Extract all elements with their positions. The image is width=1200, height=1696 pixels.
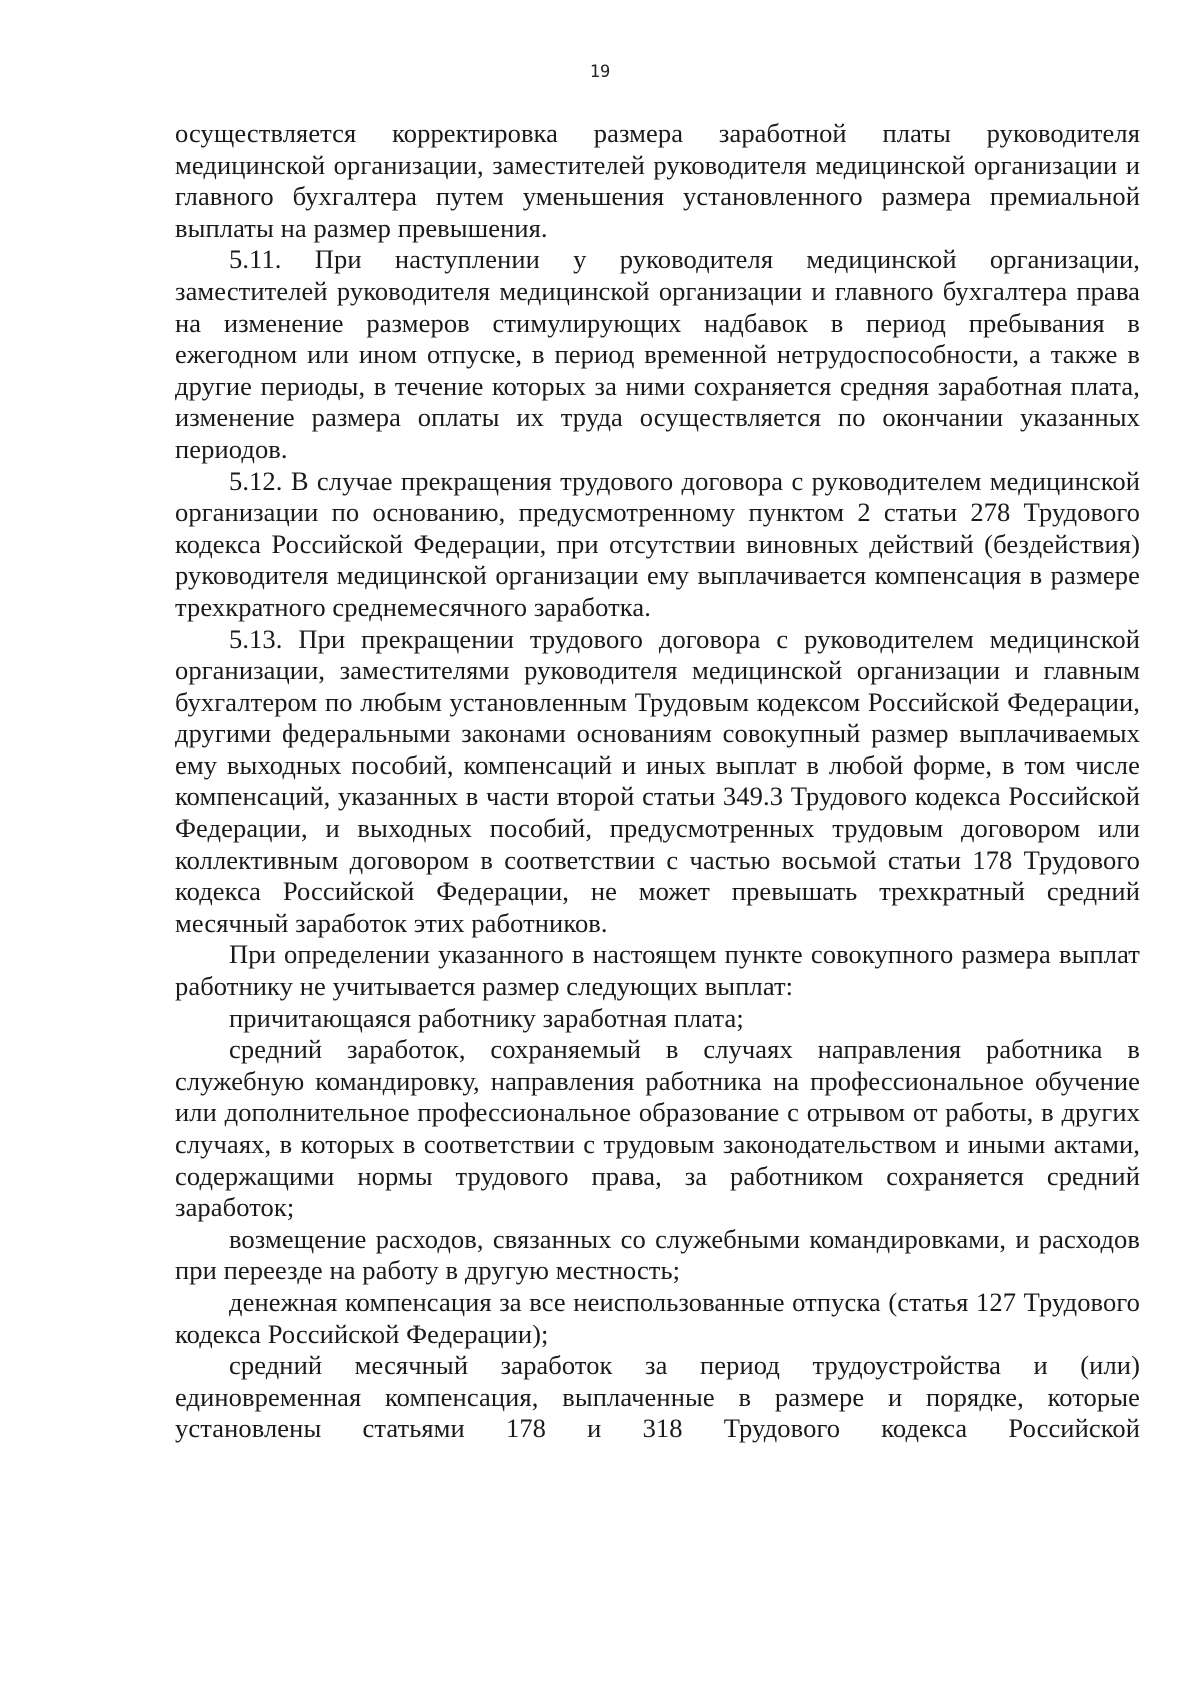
list-item-expense-reimbursement: возмещение расходов, связанных со служебными командировками, и расходов при переезде на работу в другую местность; xyxy=(175,1223,1140,1286)
list-item-employment-period-earnings: средний месячный заработок за период трудоустройства и (или) единовременная компенсация, выплаченные в размере и порядке, которые установлены статьями 178 и 318 Трудового кодекса Российской xyxy=(175,1350,1140,1444)
document-body xyxy=(175,118,1140,1445)
page-number: 19 xyxy=(589,62,611,82)
paragraph-5-13: 5.13. При прекращении трудового договора с руководителем медицинской организации, заместителями руководителя медицинской организации и главным бухгалтером по любым установленным Трудовым кодексом Российской Федерации, другими федеральными законами основаниям совокупный размер выплачиваемых ему выходных пособий, компенсаций и иных выплат в любой форме, в том числе компенсаций, указанных в части второй статьи 349.3 Трудового кодекса Российской Федерации, и выходных пособий, предусмотренных трудовым договором или коллективным договором в соответствии с частью восьмой статьи 178 Трудового кодекса Российской Федерации, не может превышать трехкратный средний месячный заработок этих работников. xyxy=(175,623,1140,938)
paragraph-5-11: 5.11. При наступлении у руководителя медицинской организации, заместителей руководителя медицинской организации и главного бухгалтера права на изменение размеров стимулирующих надбавок в период пребывания в ежегодном или ином отпуске, в период временной нетрудоспособности, а также в другие периоды, в течение которых за ними сохраняется средняя заработная плата, изменение размера оплаты их труда осуществляется по окончании указанных периодов. xyxy=(175,244,1140,464)
paragraph-continuation: осуществляется корректировка размера заработной платы руководителя медицинской организации, заместителей руководителя медицинской организации и главного бухгалтера путем уменьшения установленного размера премиальной выплаты на размер превышения. xyxy=(175,118,1140,243)
paragraph-5-12: 5.12. В случае прекращения трудового договора с руководителем медицинской организации по основанию, предусмотренному пунктом 2 статьи 278 Трудового кодекса Российской Федерации, при отсутствии виновных действий (бездействия) руководителя медицинской организации ему выплачивается компенсация в размере трехкратного среднемесячного заработка. xyxy=(175,465,1140,622)
list-item-salary: причитающаяся работнику заработная плата; xyxy=(229,1002,744,1033)
list-item-vacation-compensation: денежная компенсация за все неиспользованные отпуска (статья 127 Трудового кодекса Российской Федерации); xyxy=(175,1286,1140,1349)
list-item-average-earnings: средний заработок, сохраняемый в случаях направления работника в служебную командировку, направления работника на профессиональное обучение или дополнительное профессиональное образование с отрывом от работы, в других случаях, в которых в соответствии с трудовым законодательством и иными актами, содержащими нормы трудового права, за работником сохраняется средний заработок; xyxy=(175,1034,1140,1223)
paragraph-exclusions-intro: При определении указанного в настоящем пункте совокупного размера выплат работнику не учитывается размер следующих выплат: xyxy=(175,939,1140,1002)
